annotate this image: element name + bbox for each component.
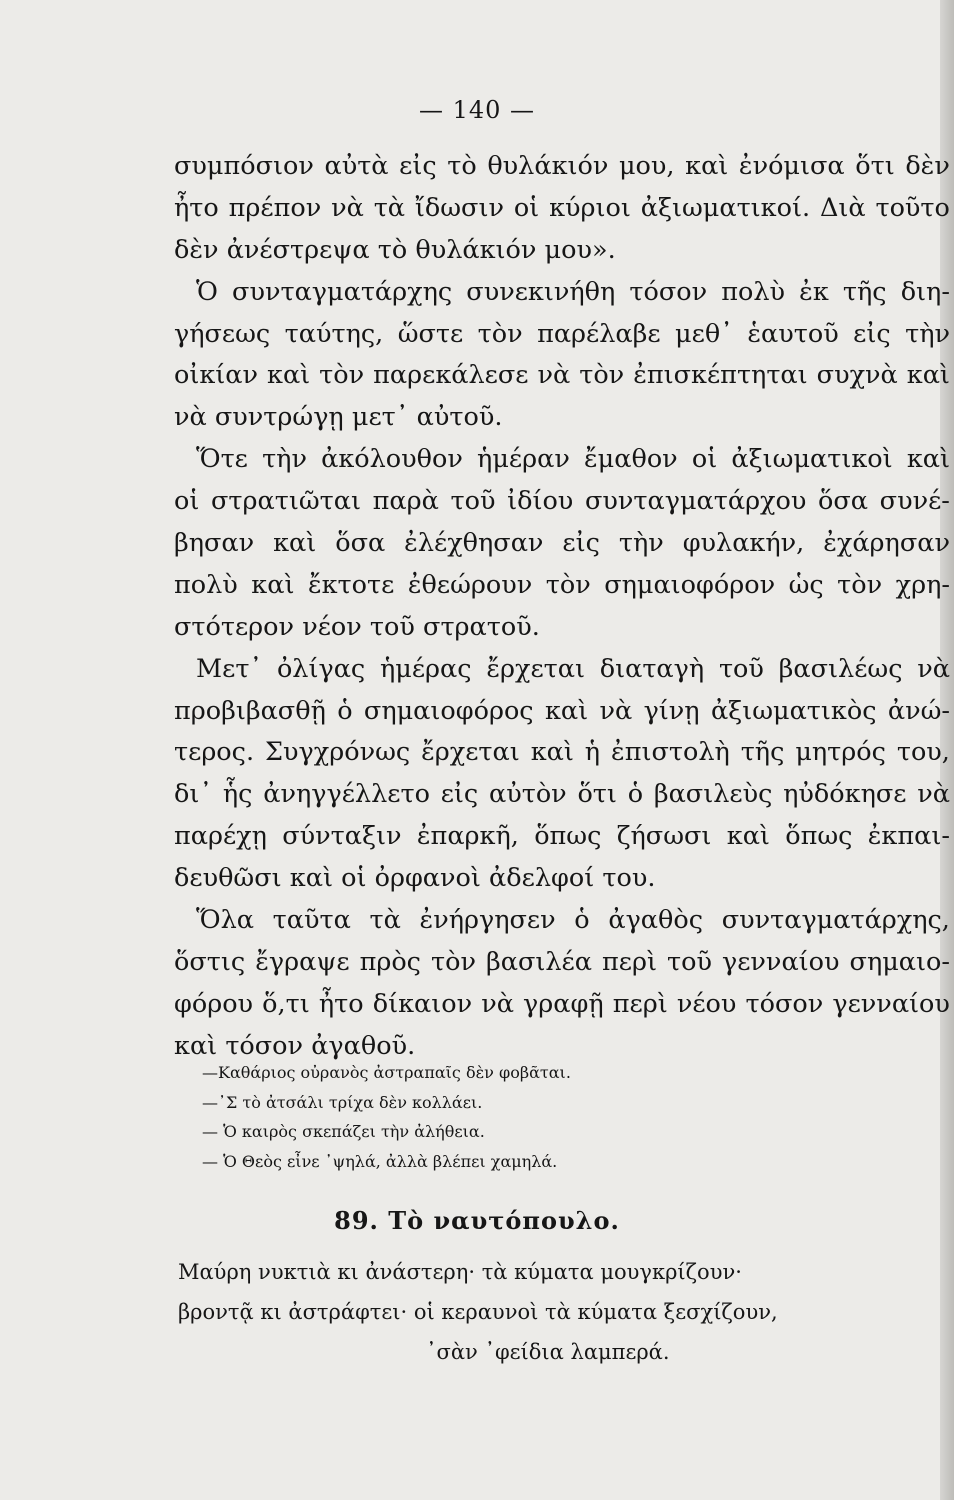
- word: ἀδελφοί: [489, 863, 595, 894]
- word: τόσον: [745, 988, 824, 1019]
- word: ἀνηγγέλλετο: [263, 779, 430, 810]
- word: σημαιο-: [849, 946, 950, 977]
- word: εἰς: [399, 151, 437, 181]
- word: γενναίου: [832, 988, 950, 1019]
- word: διαταγὴ: [599, 653, 705, 684]
- word: παρεκάλεσε: [373, 360, 529, 391]
- word: ἀγαθοῦ.: [311, 1030, 416, 1061]
- word: ἦτο: [318, 988, 364, 1019]
- word: τὸν: [545, 569, 591, 600]
- word: συμπόσιον: [174, 151, 314, 181]
- text-line: [174, 607, 950, 649]
- text-line: [174, 942, 950, 984]
- poem-line: βροντᾷ κι ἀστράφτει· οἱ κεραυνοὶ τὰ κύματα ξεσχίζουν,: [178, 1300, 778, 1324]
- word: ἀξιωματικοί.: [640, 192, 811, 223]
- word: πολὺ: [174, 569, 238, 600]
- text-line: [174, 732, 950, 774]
- word: ἔρχεται: [421, 737, 520, 768]
- word: Συγχρόνως: [265, 737, 411, 768]
- word: ταύτης,: [284, 318, 384, 349]
- word: καὶ: [726, 821, 770, 852]
- word: εἰς: [853, 318, 891, 349]
- text-line: [174, 439, 950, 481]
- word: καὶ: [267, 360, 311, 391]
- word: χρη-: [895, 569, 950, 600]
- text-line: [174, 649, 950, 691]
- word: ἐχάρησαν: [823, 528, 950, 559]
- word: παρέλαβε: [537, 318, 661, 349]
- word: νὰ: [917, 779, 950, 810]
- word: τῆς: [740, 737, 785, 768]
- text-line: [174, 314, 950, 356]
- word: Διὰ: [819, 192, 866, 223]
- word: ὅτι: [855, 151, 895, 181]
- word: στρατοῦ.: [423, 611, 540, 642]
- word: ὅπως: [785, 821, 853, 852]
- word: Ὅλα: [196, 905, 254, 936]
- word: νὰ: [174, 402, 207, 433]
- word: ἐθεώρουν: [407, 569, 533, 600]
- word: παρὰ: [372, 486, 439, 517]
- word: ὁ: [574, 905, 590, 936]
- word: ὅστις: [174, 946, 246, 977]
- word: νὰ: [481, 988, 514, 1019]
- word: νέου: [676, 988, 737, 1019]
- word: ἡμέρας: [379, 653, 472, 684]
- word: καὶ: [273, 528, 317, 559]
- word: οἰκίαν: [174, 360, 259, 391]
- word: αὐτοῦ.: [416, 402, 503, 433]
- word: ὁ: [627, 779, 644, 810]
- page-number: — 140 —: [418, 96, 536, 124]
- word: ἀγαθὸς: [608, 905, 704, 936]
- word: τὸν: [837, 569, 883, 600]
- word: ἀξιωματικὸς: [710, 695, 877, 726]
- word: προβιβασθῇ: [174, 695, 326, 726]
- word: δευθῶσι: [174, 863, 282, 894]
- word: ζήσωσι: [616, 821, 712, 852]
- word: μετ᾽: [351, 402, 409, 433]
- text-line: [174, 355, 950, 397]
- word: ἐκ: [799, 276, 829, 307]
- word: αὐτὸν: [488, 779, 567, 810]
- poem-line: ᾽σὰν ᾽φείδια λαμπερά.: [426, 1340, 670, 1364]
- word: ἐνήργησεν: [419, 905, 556, 936]
- text-line: [174, 146, 950, 188]
- proverb-line: —᾽Σ τὸ ἀτσάλι τρίχα δὲν κολλάει.: [202, 1092, 483, 1112]
- word: ἀνέστρεψα: [226, 234, 370, 265]
- word: συνέ-: [879, 486, 950, 517]
- word: ἐπαρκῆ,: [416, 821, 519, 852]
- word: τὸν: [477, 318, 523, 349]
- word: τὴν: [618, 528, 664, 559]
- text-line: [174, 816, 950, 858]
- word: τὸν: [430, 946, 476, 977]
- word: του,: [896, 737, 950, 768]
- word: φυλακήν,: [682, 528, 805, 559]
- word: τὸν: [579, 360, 625, 391]
- word: δίκαιον: [372, 988, 473, 1019]
- word: ἔγραψε: [255, 946, 350, 977]
- text-line: [174, 565, 950, 607]
- word: τὸ: [447, 151, 477, 181]
- text-line: [174, 230, 950, 272]
- word: δὲν: [905, 151, 950, 181]
- word: ὡς: [788, 569, 824, 600]
- word: ἐπισκέπτηται: [633, 360, 808, 391]
- text-line: [174, 858, 950, 900]
- word: στρατιῶται: [211, 486, 361, 517]
- word: ἐπιστολὴ: [611, 737, 730, 768]
- word: ἑαυτοῦ: [747, 318, 839, 349]
- word: μητρός: [795, 737, 886, 768]
- word: κύριοι: [549, 192, 631, 223]
- word: ἔκτοτε: [307, 569, 395, 600]
- word: ἧς: [222, 779, 253, 810]
- word: διη-: [900, 276, 950, 307]
- word: περὶ: [601, 946, 657, 977]
- proverb-line: —Καθάριος οὐρανὸς ἀστραπαῖς δὲν φοβᾶται.: [202, 1063, 571, 1082]
- word: ὁ: [337, 695, 353, 726]
- poem-line: Μαύρη νυκτιὰ κι ἀνάστερη· τὰ κύματα μουγκρίζουν·: [178, 1260, 742, 1284]
- word: στότερον: [174, 611, 295, 642]
- word: βησαν: [174, 528, 255, 559]
- text-line: [174, 774, 950, 816]
- word: καὶ: [251, 569, 295, 600]
- word: μου».: [544, 234, 616, 265]
- word: καὶ: [906, 360, 950, 391]
- word: γήσεως: [174, 318, 271, 349]
- word: ὅτι: [577, 779, 617, 810]
- text-line: [174, 272, 950, 314]
- word: ηὐδόκησε: [783, 779, 907, 810]
- word: πρὸς: [359, 946, 421, 977]
- word: ὅσα: [818, 486, 869, 517]
- word: συνταγματάρχης: [232, 276, 453, 307]
- word: ὥστε: [397, 318, 464, 349]
- word: οἱ: [174, 486, 200, 517]
- word: τὰ: [369, 905, 401, 936]
- word: σύνταξιν: [282, 821, 402, 852]
- word: βασιλέα: [485, 946, 592, 977]
- word: οἱ: [691, 444, 718, 475]
- word: συνταγματάρχης,: [721, 905, 950, 936]
- word: ἡμέραν: [477, 444, 570, 475]
- word: ταῦτα: [272, 905, 351, 936]
- word: νὰ: [537, 360, 571, 391]
- word: καὶ: [685, 151, 729, 181]
- word: συνταγματάρχου: [584, 486, 807, 517]
- word: νὰ: [331, 192, 364, 223]
- text-line: [174, 900, 950, 942]
- word: τοῦ: [718, 653, 764, 684]
- word: ἐλέχθησαν: [404, 528, 544, 559]
- word: ἴδωσιν: [414, 192, 504, 223]
- text-line: [174, 984, 950, 1026]
- word: ἐνόμισα: [738, 151, 845, 181]
- word: εἰς: [440, 779, 479, 810]
- word: συχνὰ: [816, 360, 898, 391]
- word: τοῦ: [666, 946, 712, 977]
- word: τὰ: [373, 192, 406, 223]
- word: γενναίου: [721, 946, 840, 977]
- word: Ὅτε: [196, 444, 248, 475]
- word: δι᾽: [174, 779, 213, 810]
- word: γραφῇ: [523, 988, 604, 1019]
- word: τὴν: [262, 444, 307, 475]
- word: μεθ᾽: [675, 318, 733, 349]
- word: τοῦ: [369, 611, 415, 642]
- section-heading: 89. Τὸ ναυτόπουλο.: [334, 1206, 620, 1235]
- word: νέον: [302, 611, 362, 642]
- word: οἱ: [341, 863, 367, 894]
- word: καὶ: [174, 1030, 218, 1061]
- word: ἡ: [584, 737, 601, 768]
- word: πολὺ: [721, 276, 786, 307]
- word: ὀλίγας: [276, 653, 366, 684]
- word: τόσον: [629, 276, 708, 307]
- word: ἰδίου: [507, 486, 574, 517]
- body-text: [174, 146, 950, 1068]
- proverbs-list: [202, 1058, 762, 1176]
- word: θυλάκιόν: [415, 234, 537, 265]
- word: βασιλεὺς: [653, 779, 773, 810]
- word: τοῦτο: [875, 192, 950, 223]
- word: ἀξιωματικοὶ: [731, 444, 893, 475]
- word: συνεκινήθη: [466, 276, 616, 307]
- text-line: [174, 397, 950, 439]
- word: ἀνώ-: [887, 695, 950, 726]
- poem: [178, 1252, 858, 1372]
- word: καὶ: [906, 444, 950, 475]
- word: τὴν: [905, 318, 950, 349]
- word: καὶ: [544, 695, 589, 726]
- word: εἰς: [562, 528, 600, 559]
- word: παρέχῃ: [174, 821, 267, 852]
- word: ἐκπαι-: [867, 821, 950, 852]
- word: μου,: [618, 151, 675, 181]
- word: οἱ: [513, 192, 540, 223]
- word: σημαιοφόρος: [363, 695, 534, 726]
- word: Μετ᾽: [196, 653, 263, 684]
- word: ἔμαθον: [584, 444, 678, 475]
- word: δὲν: [174, 234, 219, 265]
- text-line: [174, 523, 950, 565]
- word: νὰ: [599, 695, 633, 726]
- word: βασιλέως: [778, 653, 903, 684]
- word: ὅσα: [335, 528, 386, 559]
- word: τόσον: [225, 1030, 304, 1061]
- proverb-line: — Ὁ καιρὸς σκεπάζει τὴν ἀλήθεια.: [202, 1122, 485, 1142]
- word: σημαιοφόρον: [604, 569, 776, 600]
- word: πρέπον: [228, 192, 322, 223]
- word: τῆς: [842, 276, 887, 307]
- word: ὅπως: [534, 821, 602, 852]
- word: νὰ: [917, 653, 950, 684]
- word: Ὁ: [196, 276, 218, 307]
- word: τὸν: [319, 360, 365, 391]
- text-line: [174, 481, 950, 523]
- word: αὐτὰ: [324, 151, 389, 181]
- proverb-line: — Ὁ Θεὸς εἶνε ᾽ψηλά, ἀλλὰ βλέπει χαμηλά.: [202, 1151, 558, 1171]
- word: περὶ: [612, 988, 668, 1019]
- text-line: [174, 188, 950, 230]
- word: τὸ: [377, 234, 408, 265]
- word: τοῦ: [450, 486, 496, 517]
- word: ἔρχεται: [486, 653, 585, 684]
- word: συντρώγῃ: [214, 402, 344, 433]
- word: θυλάκιόν: [487, 151, 609, 181]
- word: του.: [602, 863, 656, 894]
- word: ὀρφανοὶ: [374, 863, 481, 894]
- word: γίνῃ: [643, 695, 700, 726]
- word: φόρου: [174, 988, 254, 1019]
- word: ἦτο: [174, 192, 219, 223]
- word: καὶ: [289, 863, 333, 894]
- text-line: [174, 691, 950, 733]
- word: καὶ: [530, 737, 574, 768]
- word: ἀκόλουθον: [321, 444, 463, 475]
- word: ὅ,τι: [262, 988, 310, 1019]
- word: τερος.: [174, 737, 255, 768]
